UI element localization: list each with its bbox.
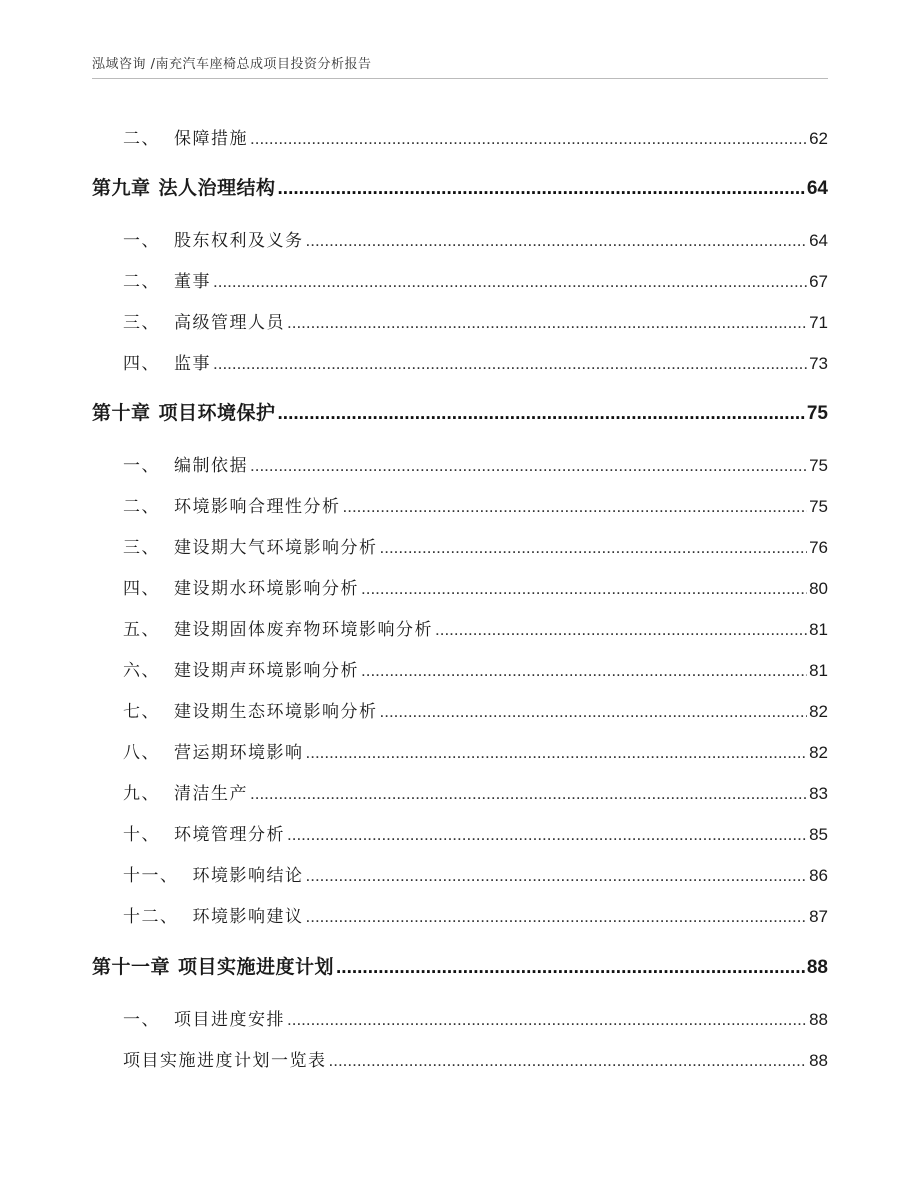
toc-chapter-title: 项目实施进度计划 <box>178 956 335 978</box>
toc-dot-leader <box>361 661 807 681</box>
toc-entry-page: 81 <box>809 661 828 680</box>
toc-entry[interactable] <box>123 1005 828 1030</box>
toc-entry-number: 四、 <box>123 579 160 599</box>
toc-entry[interactable] <box>123 656 828 681</box>
toc-entry-title: 清洁生产 <box>174 784 248 804</box>
toc-entry-page: 87 <box>809 907 828 926</box>
toc-entry-title: 建设期固体废弃物环境影响分析 <box>174 620 433 640</box>
toc-entry[interactable] <box>123 226 828 251</box>
toc-entry-number: 二、 <box>123 497 160 517</box>
toc-entry-title: 监事 <box>174 354 211 374</box>
toc-entry-title: 建设期大气环境影响分析 <box>174 538 378 558</box>
toc-dot-leader <box>336 957 805 979</box>
toc-entry-title: 编制依据 <box>174 456 248 476</box>
toc-entry-page: 88 <box>809 1010 828 1029</box>
toc-entry-page: 82 <box>809 743 828 762</box>
toc-entry-title: 股东权利及义务 <box>174 231 304 251</box>
toc-dot-leader <box>306 907 808 927</box>
toc-entry[interactable] <box>123 308 828 333</box>
toc-dot-leader <box>250 129 807 149</box>
toc-dot-leader <box>287 313 807 333</box>
toc-entry-title: 环境影响结论 <box>192 866 304 886</box>
toc-entry-title: 环境影响建议 <box>192 907 304 927</box>
toc-entry-title: 保障措施 <box>174 129 248 149</box>
toc-entry-page: 86 <box>809 866 828 885</box>
toc-entry-number: 八、 <box>123 743 160 763</box>
toc-entry-number: 三、 <box>123 538 160 558</box>
toc-entry[interactable] <box>123 779 828 804</box>
toc-entry-number: 十、 <box>123 825 160 845</box>
toc-chapter-title: 项目环境保护 <box>158 402 276 424</box>
toc-chapter-page: 88 <box>806 957 828 978</box>
toc-entry-title: 董事 <box>174 272 211 292</box>
toc-entry-page: 80 <box>809 579 828 598</box>
toc-entry-title: 高级管理人员 <box>174 313 285 333</box>
toc-entry-page: 83 <box>809 784 828 803</box>
toc-entry-title: 项目实施进度计划一览表 <box>123 1051 327 1071</box>
toc-entry-page: 76 <box>809 538 828 557</box>
toc-dot-leader <box>329 1051 808 1071</box>
toc-entry-title: 建设期生态环境影响分析 <box>174 702 378 722</box>
toc-entry-page: 62 <box>809 129 828 148</box>
toc-entry-title: 营运期环境影响 <box>174 743 304 763</box>
toc-dot-leader <box>213 354 807 374</box>
toc-entry[interactable] <box>123 267 828 292</box>
toc-entry-number: 二、 <box>123 129 160 149</box>
toc-chapter-number: 第九章 <box>92 177 151 199</box>
toc-dot-leader <box>213 272 807 292</box>
toc-entry-page: 75 <box>809 456 828 475</box>
toc-entry[interactable] <box>123 574 828 599</box>
toc-entry-title: 环境影响合理性分析 <box>174 497 341 517</box>
toc-chapter-entry[interactable] <box>92 173 828 200</box>
toc-entry[interactable] <box>123 1046 828 1071</box>
toc-entry[interactable] <box>123 451 828 476</box>
toc-dot-leader <box>380 702 808 722</box>
toc-entry-title: 建设期声环境影响分析 <box>174 661 359 681</box>
toc-entry-page: 75 <box>809 497 828 516</box>
toc-dot-leader <box>306 866 808 886</box>
toc-entry-title: 项目进度安排 <box>174 1010 285 1030</box>
toc-entry-number: 六、 <box>123 661 160 681</box>
toc-entry-page: 71 <box>809 313 828 332</box>
toc-chapter-page: 75 <box>806 403 828 424</box>
toc-entry-number: 九、 <box>123 784 160 804</box>
toc-entry[interactable] <box>123 902 828 927</box>
toc-entry-title: 建设期水环境影响分析 <box>174 579 359 599</box>
toc-entry-number: 七、 <box>123 702 160 722</box>
toc-entry-page: 82 <box>809 702 828 721</box>
toc-entry-page: 85 <box>809 825 828 844</box>
toc-entry-page: 81 <box>809 620 828 639</box>
toc-chapter-entry[interactable] <box>92 398 828 425</box>
toc-entry-number: 三、 <box>123 313 160 333</box>
toc-entry[interactable] <box>123 820 828 845</box>
toc-entry-number: 十一、 <box>123 866 179 886</box>
toc-dot-leader <box>361 579 807 599</box>
toc-entry[interactable] <box>123 124 828 149</box>
toc-entry-number: 一、 <box>123 456 160 476</box>
toc-dot-leader <box>380 538 808 558</box>
toc-entry[interactable] <box>123 349 828 374</box>
toc-dot-leader <box>343 497 808 517</box>
toc-chapter-number: 第十一章 <box>92 956 171 978</box>
toc-entry-number: 一、 <box>123 1010 160 1030</box>
toc-chapter-page: 64 <box>806 178 828 199</box>
toc-dot-leader <box>250 456 807 476</box>
toc-dot-leader <box>278 403 805 425</box>
toc-dot-leader <box>250 784 807 804</box>
toc-entry-number: 十二、 <box>123 907 179 927</box>
toc-entry-page: 88 <box>809 1051 828 1070</box>
toc-dot-leader <box>287 825 807 845</box>
toc-dot-leader <box>306 231 808 251</box>
toc-entry-number: 四、 <box>123 354 160 374</box>
toc-entry[interactable] <box>123 738 828 763</box>
toc-entry[interactable] <box>123 861 828 886</box>
toc-dot-leader <box>287 1010 807 1030</box>
toc-entry-page: 73 <box>809 354 828 373</box>
toc-dot-leader <box>306 743 808 763</box>
toc-entry-number: 五、 <box>123 620 160 640</box>
toc-entry-title: 环境管理分析 <box>174 825 285 845</box>
toc-entry[interactable] <box>123 615 828 640</box>
toc-entry[interactable] <box>123 697 828 722</box>
toc-entry-number: 一、 <box>123 231 160 251</box>
toc-entry[interactable] <box>123 492 828 517</box>
toc-entry-page: 64 <box>809 231 828 250</box>
toc-dot-leader <box>435 620 807 640</box>
toc-entry[interactable] <box>123 533 828 558</box>
toc-entry-page: 67 <box>809 272 828 291</box>
toc-chapter-number: 第十章 <box>92 402 151 424</box>
toc-dot-leader <box>278 178 805 200</box>
toc-chapter-entry[interactable] <box>92 952 828 979</box>
page-header: 泓域咨询 /南充汽车座椅总成项目投资分析报告 <box>92 53 828 79</box>
toc-entry-number: 二、 <box>123 272 160 292</box>
toc-chapter-title: 法人治理结构 <box>158 177 276 199</box>
